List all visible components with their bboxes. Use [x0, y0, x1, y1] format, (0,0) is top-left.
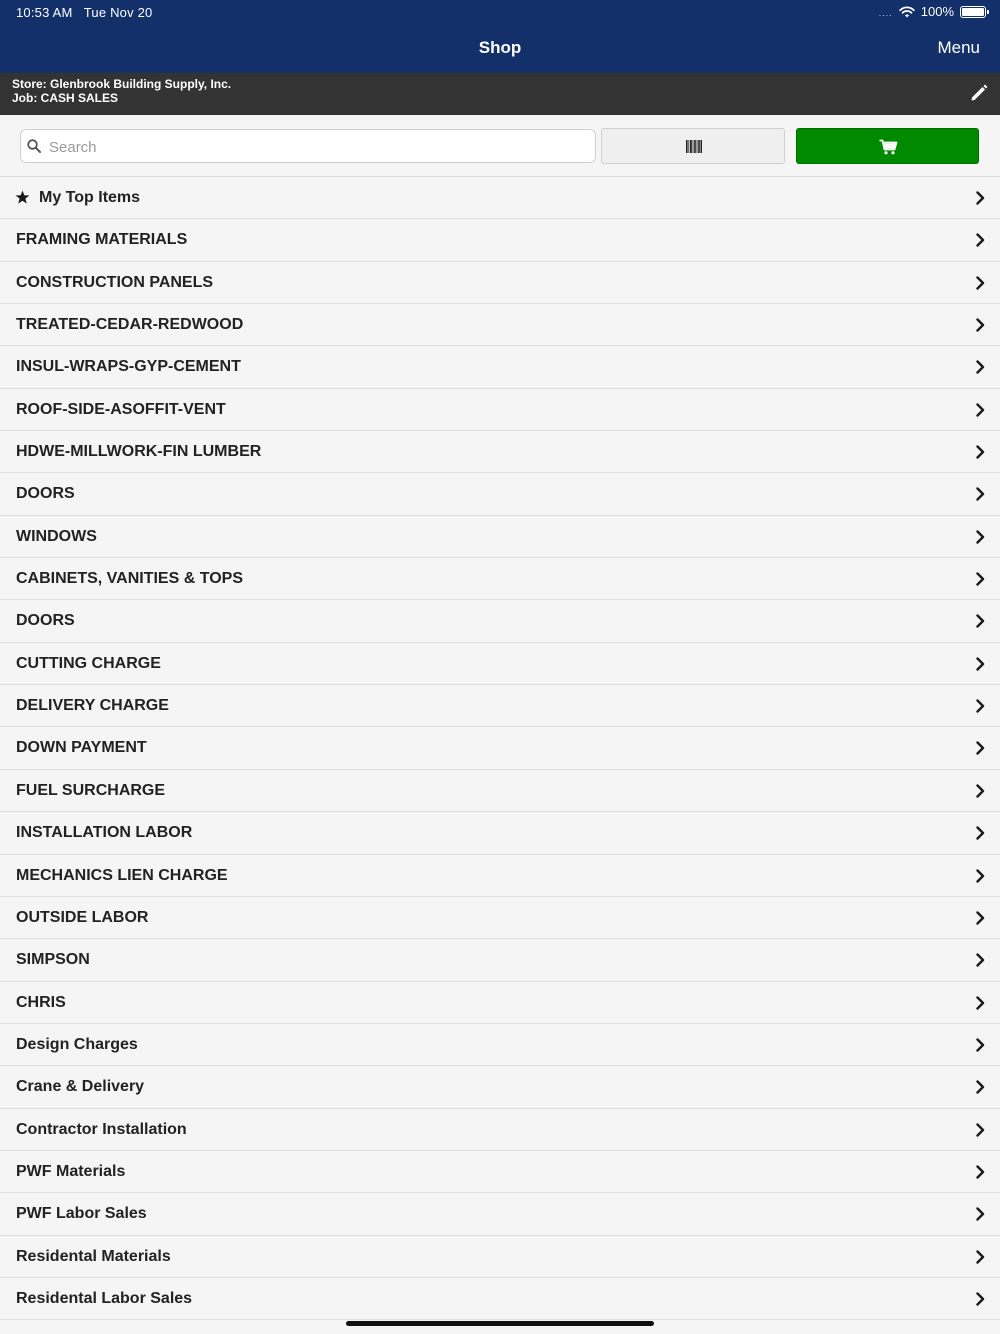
list-item-label: MECHANICS LIEN CHARGE — [16, 866, 228, 884]
list-item[interactable] — [0, 727, 1000, 769]
home-indicator[interactable] — [346, 1321, 654, 1326]
list-item[interactable] — [0, 262, 1000, 304]
status-date: Tue Nov 20 — [83, 5, 153, 20]
list-item-label: OUTSIDE LABOR — [16, 908, 149, 926]
battery-icon — [960, 6, 986, 18]
list-item-label: FRAMING MATERIALS — [16, 231, 188, 249]
store-info-bar — [0, 73, 1000, 115]
chevron-right-icon — [976, 996, 985, 1010]
list-item-label: Design Charges — [16, 1035, 138, 1053]
list-item[interactable] — [0, 982, 1000, 1024]
list-item-label: TREATED-CEDAR-REDWOOD — [16, 316, 244, 334]
chevron-right-icon — [976, 276, 985, 290]
list-item-label: Contractor Installation — [16, 1120, 187, 1138]
list-item-label: INSUL-WRAPS-GYP-CEMENT — [16, 358, 241, 376]
status-clock: 10:53 AM — [16, 5, 73, 20]
job-name: Job: CASH SALES — [12, 91, 119, 105]
list-item[interactable] — [0, 558, 1000, 600]
search-input[interactable] — [47, 132, 591, 162]
chevron-right-icon — [976, 1292, 985, 1306]
store-name: Store: Glenbrook Building Supply, Inc. — [12, 77, 232, 91]
chevron-right-icon — [976, 741, 985, 755]
toolbar — [0, 115, 1000, 177]
list-item-label: DELIVERY CHARGE — [16, 697, 169, 715]
list-item-label: DOWN PAYMENT — [16, 739, 147, 757]
list-item-label: DOORS — [16, 612, 75, 630]
chevron-right-icon — [976, 572, 985, 586]
list-item-label: Residental Labor Sales — [16, 1289, 193, 1307]
list-item-label: ROOF-SIDE-ASOFFIT-VENT — [16, 400, 226, 418]
chevron-right-icon — [976, 953, 985, 967]
list-item-label: Residental Materials — [16, 1247, 171, 1265]
signal-icon: .... — [878, 8, 893, 18]
chevron-right-icon — [976, 784, 985, 798]
list-item[interactable] — [0, 1151, 1000, 1193]
list-item-label: My Top Items — [39, 189, 141, 206]
list-item[interactable] — [0, 1236, 1000, 1278]
chevron-right-icon — [976, 445, 985, 459]
list-item[interactable] — [0, 1278, 1000, 1320]
list-item[interactable] — [0, 897, 1000, 939]
battery-percent: 100% — [920, 4, 954, 19]
list-item-label: SIMPSON — [16, 951, 90, 969]
chevron-right-icon — [976, 1123, 985, 1137]
star-icon — [15, 190, 30, 205]
chevron-right-icon — [976, 1165, 985, 1179]
pencil-icon[interactable] — [968, 82, 990, 104]
chevron-right-icon — [976, 1038, 985, 1052]
list-item[interactable] — [0, 177, 1000, 219]
chevron-right-icon — [976, 318, 985, 332]
chevron-right-icon — [976, 657, 985, 671]
list-item[interactable] — [0, 389, 1000, 431]
status-indicators — [879, 4, 986, 19]
list-item-label: WINDOWS — [16, 527, 97, 545]
search-box[interactable] — [20, 129, 596, 163]
list-item[interactable] — [0, 1024, 1000, 1066]
list-item[interactable] — [0, 431, 1000, 473]
list-item-label: HDWE-MILLWORK-FIN LUMBER — [16, 443, 262, 461]
list-item[interactable] — [0, 473, 1000, 515]
chevron-right-icon — [976, 614, 985, 628]
list-item-label: PWF Materials — [16, 1162, 126, 1180]
chevron-right-icon — [976, 360, 985, 374]
barcode-icon — [686, 140, 702, 153]
list-item[interactable] — [0, 1066, 1000, 1108]
category-list — [0, 177, 1000, 1320]
list-item[interactable] — [0, 643, 1000, 685]
chevron-right-icon — [976, 911, 985, 925]
list-item[interactable] — [0, 770, 1000, 812]
list-item-label: CABINETS, VANITIES & TOPS — [16, 570, 243, 588]
list-item-label: CONSTRUCTION PANELS — [16, 273, 214, 291]
list-item[interactable] — [0, 1193, 1000, 1235]
list-item[interactable] — [0, 219, 1000, 261]
list-item-label: CHRIS — [16, 993, 66, 1011]
list-item[interactable] — [0, 1109, 1000, 1151]
list-item-label: DOORS — [16, 485, 75, 503]
list-item-label: CUTTING CHARGE — [16, 654, 161, 672]
chevron-right-icon — [976, 403, 985, 417]
search-icon — [27, 139, 41, 153]
nav-bar — [0, 0, 1000, 73]
cart-icon — [879, 139, 898, 155]
barcode-scan-button[interactable] — [601, 128, 785, 164]
list-item-label: INSTALLATION LABOR — [16, 824, 193, 842]
chevron-right-icon — [976, 699, 985, 713]
chevron-right-icon — [976, 826, 985, 840]
chevron-right-icon — [976, 1080, 985, 1094]
list-item[interactable] — [0, 346, 1000, 388]
battery-fill — [962, 8, 984, 16]
status-time — [16, 5, 152, 20]
chevron-right-icon — [976, 869, 985, 883]
menu-button[interactable]: Menu — [937, 38, 980, 57]
chevron-right-icon — [976, 191, 985, 205]
chevron-right-icon — [976, 1250, 985, 1264]
list-item-label: FUEL SURCHARGE — [16, 781, 166, 799]
list-item[interactable] — [0, 939, 1000, 981]
list-item[interactable] — [0, 685, 1000, 727]
wifi-icon — [899, 6, 915, 18]
list-item[interactable] — [0, 304, 1000, 346]
list-item[interactable] — [0, 516, 1000, 558]
chevron-right-icon — [976, 487, 985, 501]
cart-button[interactable] — [796, 128, 979, 164]
page-title: Shop — [478, 38, 522, 57]
list-item-label: Crane & Delivery — [16, 1078, 145, 1096]
chevron-right-icon — [976, 530, 985, 544]
list-item[interactable] — [0, 812, 1000, 854]
list-item[interactable] — [0, 855, 1000, 897]
chevron-right-icon — [976, 1207, 985, 1221]
list-item-label: PWF Labor Sales — [16, 1205, 147, 1223]
chevron-right-icon — [976, 233, 985, 247]
list-item[interactable] — [0, 600, 1000, 642]
